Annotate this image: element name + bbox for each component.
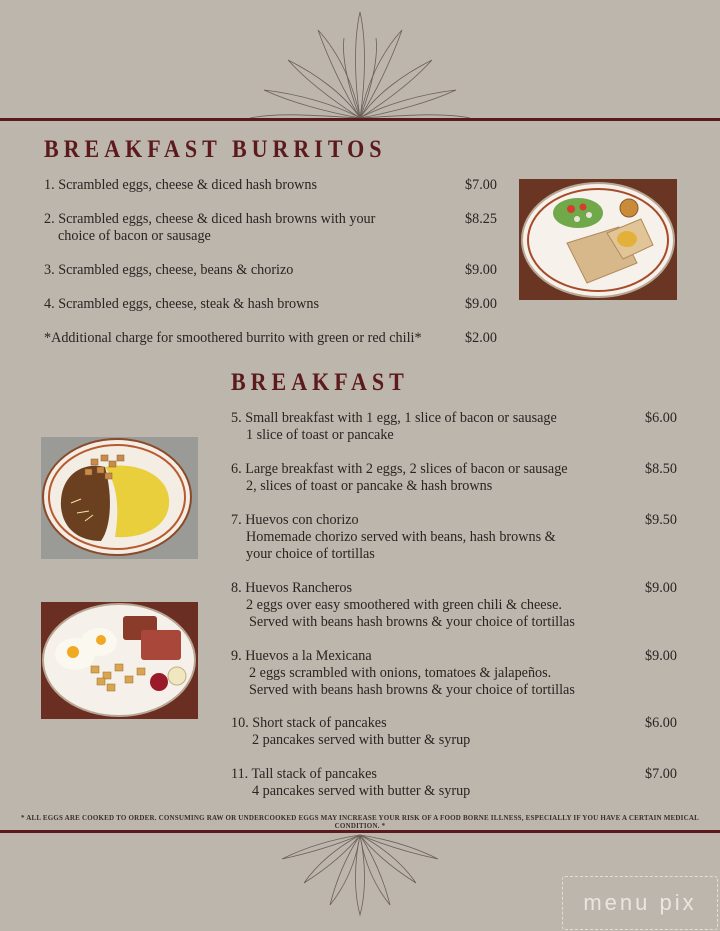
item-text: 10. Short stack of pancakes	[231, 715, 387, 731]
item-text: 2. Scrambled eggs, cheese & diced hash browns with your	[44, 211, 376, 227]
item-detail: 1 slice of toast or pancake	[246, 427, 394, 443]
burritos-heading: BREAKFAST BURRITOS	[44, 134, 387, 163]
item-detail: 2 eggs over easy smoothered with green chili & cheese.	[246, 597, 562, 613]
item-detail: 2 pancakes served with butter & syrup	[252, 732, 471, 748]
item-detail: 2 eggs scrambled with onions, tomatoes & jalapeños.	[249, 665, 552, 681]
item-price: $7.00	[645, 766, 677, 782]
menu-pix-watermark: menu pix	[562, 876, 718, 930]
burrito-photo	[519, 179, 677, 300]
item-text: 1. Scrambled eggs, cheese & diced hash browns	[44, 177, 318, 193]
item-price: $6.00	[645, 410, 677, 426]
food-safety-disclaimer: * ALL EGGS ARE COOKED TO ORDER. CONSUMING RAW OR UNDERCOOKED EGGS MAY INCREASE YOUR RISK OF A FOOD BORNE ILLNESS, ESPECIALLY IF YOU HAVE A CERTAIN MEDICAL CONDITION. *	[21, 814, 699, 830]
bottom-agave-ornament	[270, 833, 450, 917]
item-detail: 2, slices of toast or pancake & hash browns	[246, 478, 493, 494]
item-text: 11. Tall stack of pancakes	[231, 766, 377, 782]
item-detail: Homemade chorizo served with beans, hash browns &	[246, 529, 556, 545]
item-text: 9. Huevos a la Mexicana	[231, 648, 372, 664]
item-price: $9.00	[465, 262, 497, 278]
breakfast-heading: BREAKFAST	[231, 367, 409, 396]
item-detail: Served with beans hash browns & your choice of tortillas	[249, 682, 575, 698]
item-text: *Additional charge for smoothered burrito with green or red chili*	[44, 330, 422, 346]
item-text: 4. Scrambled eggs, cheese, steak & hash browns	[44, 296, 320, 312]
item-price: $6.00	[645, 715, 677, 731]
item-text: 3. Scrambled eggs, cheese, beans & chorizo	[44, 262, 294, 278]
top-agave-ornament	[250, 8, 470, 120]
item-price: $8.50	[645, 461, 677, 477]
item-text: 6. Large breakfast with 2 eggs, 2 slices of bacon or sausage	[231, 461, 568, 477]
item-price: $9.00	[645, 648, 677, 664]
item-price: $9.00	[465, 296, 497, 312]
top-divider	[0, 118, 720, 121]
item-text: 7. Huevos con chorizo	[231, 512, 359, 528]
item-price: $2.00	[465, 330, 497, 346]
item-price: $8.25	[465, 211, 497, 227]
item-detail: Served with beans hash browns & your choice of tortillas	[249, 614, 575, 630]
eggs-bacon-photo	[41, 602, 198, 719]
item-price: $7.00	[465, 177, 497, 193]
item-text: 8. Huevos Rancheros	[231, 580, 352, 596]
item-detail: your choice of tortillas	[246, 546, 375, 562]
item-detail: 4 pancakes served with butter & syrup	[252, 783, 471, 799]
beans-eggs-photo	[41, 437, 198, 559]
item-price: $9.50	[645, 512, 677, 528]
item-price: $9.00	[645, 580, 677, 596]
item-text: 5. Small breakfast with 1 egg, 1 slice of bacon or sausage	[231, 410, 557, 426]
item-detail: choice of bacon or sausage	[58, 228, 211, 244]
